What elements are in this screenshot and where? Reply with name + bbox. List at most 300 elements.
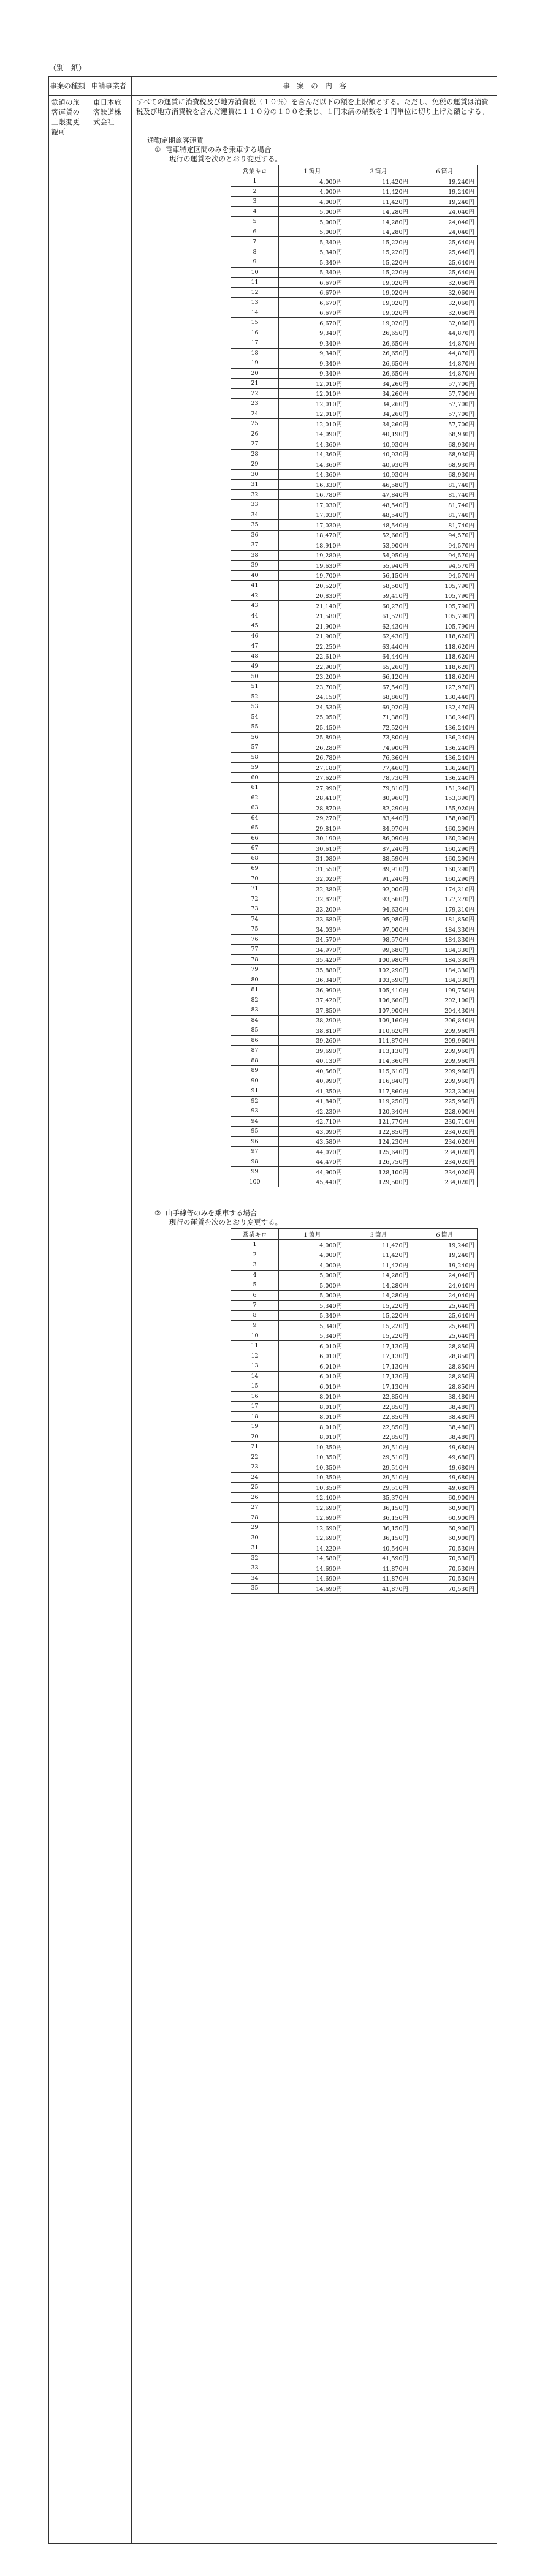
fare-cell: 234,020円 — [411, 1167, 478, 1177]
fare-cell: 40,930円 — [345, 469, 411, 480]
distance-cell: 33 — [231, 1563, 279, 1574]
fare-cell: 118,620円 — [411, 662, 478, 672]
fare-cell: 78,730円 — [345, 772, 411, 783]
table-row — [231, 388, 478, 399]
distance-cell: 89 — [231, 1066, 279, 1076]
fare-cell: 68,930円 — [411, 459, 478, 470]
table-row — [231, 419, 478, 429]
table-row — [231, 328, 478, 338]
fare-cell: 40,560円 — [279, 1066, 345, 1076]
fare-cell: 77,460円 — [345, 763, 411, 773]
distance-cell: 15 — [231, 1381, 279, 1392]
fare-cell: 49,680円 — [411, 1452, 478, 1462]
distance-cell: 23 — [231, 399, 279, 409]
fare-cell: 29,510円 — [345, 1452, 411, 1462]
table-row — [231, 631, 478, 641]
fare-cell: 12,690円 — [279, 1503, 345, 1513]
fare-cell: 160,290円 — [411, 833, 478, 844]
distance-cell: 14 — [231, 1371, 279, 1381]
table-row — [231, 176, 478, 187]
table-row — [231, 1442, 478, 1452]
distance-cell: 51 — [231, 682, 279, 692]
fare-cell: 64,440円 — [345, 651, 411, 662]
fare-cell: 14,280円 — [345, 1280, 411, 1291]
distance-cell: 49 — [231, 662, 279, 672]
fare-cell: 209,960円 — [411, 1076, 478, 1086]
fare-cell: 44,070円 — [279, 1147, 345, 1157]
fare-cell: 12,010円 — [279, 409, 345, 419]
table-row — [231, 278, 478, 288]
table-row — [231, 1543, 478, 1554]
distance-cell: 38 — [231, 550, 279, 561]
distance-cell: 65 — [231, 823, 279, 834]
fare-cell: 22,850円 — [345, 1432, 411, 1442]
distance-cell: 75 — [231, 924, 279, 935]
distance-cell: 46 — [231, 631, 279, 641]
fare-cell: 5,340円 — [279, 267, 345, 278]
distance-cell: 16 — [231, 1391, 279, 1402]
fare-cell: 34,260円 — [345, 388, 411, 399]
table-row — [231, 692, 478, 702]
table-row — [231, 874, 478, 884]
table-row — [231, 803, 478, 814]
table-row — [231, 1177, 478, 1187]
table-row — [231, 1492, 478, 1503]
fare-cell: 94,570円 — [411, 530, 478, 540]
fare-cell: 209,960円 — [411, 1066, 478, 1076]
fare-cell: 19,280円 — [279, 550, 345, 561]
distance-cell: 100 — [231, 1177, 279, 1187]
fare-cell: 32,060円 — [411, 298, 478, 308]
distance-cell: 88 — [231, 1056, 279, 1066]
table-row — [231, 793, 478, 803]
fare-cell: 234,020円 — [411, 1177, 478, 1187]
distance-cell: 24 — [231, 1472, 279, 1483]
fare-cell: 49,680円 — [411, 1483, 478, 1493]
fare-cell: 160,290円 — [411, 823, 478, 834]
fare-cell: 16,330円 — [279, 480, 345, 490]
fare-cell: 74,900円 — [345, 742, 411, 753]
distance-cell: 58 — [231, 752, 279, 763]
fare-cell: 11,420円 — [345, 186, 411, 197]
table-row — [231, 742, 478, 753]
fare-cell: 38,810円 — [279, 1025, 345, 1036]
fare-cell: 127,970円 — [411, 682, 478, 692]
table-row — [231, 924, 478, 935]
fare-cell: 87,240円 — [345, 844, 411, 854]
fare-cell: 41,870円 — [345, 1563, 411, 1574]
fare-cell: 14,360円 — [279, 449, 345, 459]
fare-cell: 14,280円 — [345, 206, 411, 217]
table-row — [231, 399, 478, 409]
fare-cell: 44,870円 — [411, 348, 478, 358]
fare-cell: 9,340円 — [279, 348, 345, 358]
distance-cell: 40 — [231, 570, 279, 581]
fare-cell: 68,930円 — [411, 429, 478, 439]
fare-cell: 4,000円 — [279, 186, 345, 197]
fare-cell: 19,700円 — [279, 570, 345, 581]
distance-cell: 18 — [231, 348, 279, 358]
fare-cell: 204,430円 — [411, 1005, 478, 1016]
table-row — [231, 206, 478, 217]
table-row — [231, 449, 478, 459]
fare-cell: 15,220円 — [345, 1310, 411, 1321]
fare-cell: 25,640円 — [411, 267, 478, 278]
distance-cell: 79 — [231, 965, 279, 975]
fare-table-1 — [231, 165, 478, 1187]
fare-cell: 111,870円 — [345, 1035, 411, 1046]
table-row — [231, 1240, 478, 1250]
fare-cell: 93,560円 — [345, 894, 411, 904]
fare-cell: 102,290円 — [345, 965, 411, 975]
table-row — [231, 904, 478, 915]
table-row — [231, 1005, 478, 1016]
fare-cell: 98,570円 — [345, 934, 411, 945]
fare-cell: 22,850円 — [345, 1411, 411, 1422]
fare-cell: 68,930円 — [411, 449, 478, 459]
fare-cell: 136,240円 — [411, 752, 478, 763]
distance-cell: 53 — [231, 702, 279, 712]
table-row — [231, 1250, 478, 1260]
fare-cell: 6,010円 — [279, 1341, 345, 1351]
distance-cell: 29 — [231, 459, 279, 470]
fare-cell: 5,000円 — [279, 206, 345, 217]
fare-cell: 41,840円 — [279, 1096, 345, 1106]
table-row — [231, 459, 478, 470]
fare-cell: 153,390円 — [411, 793, 478, 803]
fare-cell: 36,340円 — [279, 975, 345, 985]
table-row — [231, 1533, 478, 1543]
fare-cell: 128,100円 — [345, 1167, 411, 1177]
fare-cell: 5,340円 — [279, 1321, 345, 1331]
fare-cell: 14,280円 — [345, 1290, 411, 1301]
distance-cell: 32 — [231, 1553, 279, 1563]
fare-cell: 14,580円 — [279, 1553, 345, 1563]
table-row — [231, 1127, 478, 1137]
table-row — [231, 965, 478, 975]
fare-cell: 106,660円 — [345, 995, 411, 1005]
table-row — [231, 1106, 478, 1117]
table-row — [231, 1096, 478, 1106]
table-row — [231, 763, 478, 773]
fare-cell: 57,700円 — [411, 379, 478, 389]
fare-cell: 8,010円 — [279, 1391, 345, 1402]
fare-cell: 60,900円 — [411, 1523, 478, 1533]
fare-cell: 5,000円 — [279, 227, 345, 237]
distance-cell: 23 — [231, 1462, 279, 1473]
fare-table-header-row — [231, 165, 478, 176]
fare-cell: 120,340円 — [345, 1106, 411, 1117]
table-row — [231, 530, 478, 540]
fare-cell: 4,000円 — [279, 176, 345, 187]
distance-cell: 5 — [231, 217, 279, 227]
fare-cell: 4,000円 — [279, 1250, 345, 1260]
distance-cell: 27 — [231, 1503, 279, 1513]
distance-cell: 66 — [231, 833, 279, 844]
fare-cell: 18,470円 — [279, 530, 345, 540]
distance-cell: 32 — [231, 489, 279, 500]
fare-cell: 184,330円 — [411, 924, 478, 935]
fare-cell: 225,950円 — [411, 1096, 478, 1106]
fare-cell: 30,610円 — [279, 844, 345, 854]
fare-cell: 60,900円 — [411, 1492, 478, 1503]
fare-cell: 5,340円 — [279, 1331, 345, 1341]
fare-cell: 35,880円 — [279, 965, 345, 975]
distance-cell: 30 — [231, 1533, 279, 1543]
fare-cell: 19,020円 — [345, 287, 411, 298]
fare-cell: 113,130円 — [345, 1046, 411, 1056]
fare-cell: 40,130円 — [279, 1056, 345, 1066]
fare-cell: 28,850円 — [411, 1341, 478, 1351]
fare-cell: 49,680円 — [411, 1472, 478, 1483]
fare-cell: 84,970円 — [345, 823, 411, 834]
fare-cell: 29,510円 — [345, 1442, 411, 1452]
fare-cell: 86,090円 — [345, 833, 411, 844]
distance-cell: 43 — [231, 601, 279, 611]
fare-cell: 22,250円 — [279, 641, 345, 652]
fare-cell: 109,160円 — [345, 1015, 411, 1025]
fare-cell: 44,870円 — [411, 358, 478, 369]
distance-cell: 24 — [231, 409, 279, 419]
fare-cell: 31,080円 — [279, 853, 345, 864]
distance-cell: 22 — [231, 388, 279, 399]
distance-cell: 99 — [231, 1167, 279, 1177]
fare-cell: 49,680円 — [411, 1442, 478, 1452]
fare-cell: 26,280円 — [279, 742, 345, 753]
table-row — [231, 1341, 478, 1351]
distance-cell: 31 — [231, 480, 279, 490]
subsection-number: ② — [154, 1209, 161, 1217]
fare-cell: 110,620円 — [345, 1025, 411, 1036]
fare-cell: 14,220円 — [279, 1543, 345, 1554]
fare-cell: 15,220円 — [345, 1321, 411, 1331]
distance-cell: 19 — [231, 1422, 279, 1432]
fare-cell: 18,910円 — [279, 540, 345, 551]
distance-cell: 9 — [231, 1321, 279, 1331]
table-row — [231, 1025, 478, 1036]
fare-cell: 114,360円 — [345, 1056, 411, 1066]
distance-cell: 90 — [231, 1076, 279, 1086]
fare-cell: 43,090円 — [279, 1127, 345, 1137]
distance-cell: 91 — [231, 1086, 279, 1097]
distance-cell: 3 — [231, 197, 279, 207]
fare-cell: 6,670円 — [279, 298, 345, 308]
fare-cell: 52,660円 — [345, 530, 411, 540]
fare-cell: 130,440円 — [411, 692, 478, 702]
table-row — [231, 823, 478, 834]
subsection-2-heading — [154, 1209, 257, 1218]
case-applicant: 東日本旅客鉄道株式会社 — [93, 98, 121, 126]
fare-cell: 25,640円 — [411, 237, 478, 247]
fare-cell: 19,240円 — [411, 1260, 478, 1271]
table-row — [231, 641, 478, 652]
fare-cell: 48,540円 — [345, 510, 411, 520]
fare-cell: 28,850円 — [411, 1351, 478, 1361]
fare-cell: 118,620円 — [411, 651, 478, 662]
fare-cell: 23,200円 — [279, 671, 345, 682]
fare-cell: 54,950円 — [345, 550, 411, 561]
fare-cell: 181,850円 — [411, 914, 478, 924]
fare-cell: 36,150円 — [345, 1533, 411, 1543]
table-row — [231, 1035, 478, 1046]
fare-cell: 234,020円 — [411, 1127, 478, 1137]
distance-cell: 34 — [231, 1573, 279, 1584]
fare-cell: 28,410円 — [279, 793, 345, 803]
fare-cell: 14,690円 — [279, 1584, 345, 1594]
fare-cell: 26,650円 — [345, 368, 411, 379]
distance-cell: 54 — [231, 712, 279, 722]
fare-cell: 184,330円 — [411, 945, 478, 955]
distance-cell: 28 — [231, 1513, 279, 1523]
header-category: 事案の種類 — [50, 81, 85, 90]
table-row — [231, 914, 478, 924]
fare-cell: 15,220円 — [345, 237, 411, 247]
fare-cell: 122,850円 — [345, 1127, 411, 1137]
fare-cell: 40,930円 — [345, 439, 411, 450]
fare-cell: 25,640円 — [411, 1331, 478, 1341]
fare-cell: 44,870円 — [411, 338, 478, 349]
fare-cell: 9,340円 — [279, 368, 345, 379]
distance-cell: 14 — [231, 308, 279, 318]
fare-cell: 184,330円 — [411, 934, 478, 945]
fare-cell: 22,850円 — [345, 1422, 411, 1432]
fare-cell: 17,130円 — [345, 1361, 411, 1372]
fare-cell: 160,290円 — [411, 853, 478, 864]
fare-cell: 26,650円 — [345, 358, 411, 369]
fare-cell: 83,440円 — [345, 813, 411, 823]
fare-cell: 44,870円 — [411, 368, 478, 379]
table-row — [231, 1483, 478, 1493]
distance-cell: 25 — [231, 419, 279, 429]
fare-cell: 17,130円 — [345, 1341, 411, 1351]
fare-cell: 68,930円 — [411, 439, 478, 450]
fare-cell: 209,960円 — [411, 1056, 478, 1066]
fare-cell: 19,240円 — [411, 1250, 478, 1260]
fare-cell: 70,530円 — [411, 1553, 478, 1563]
distance-cell: 1 — [231, 1240, 279, 1250]
fare-cell: 32,020円 — [279, 874, 345, 884]
fare-cell: 60,900円 — [411, 1533, 478, 1543]
distance-cell: 52 — [231, 692, 279, 702]
fare-cell: 15,220円 — [345, 1301, 411, 1311]
fare-cell: 17,030円 — [279, 510, 345, 520]
fare-cell: 41,870円 — [345, 1584, 411, 1594]
fare-cell: 24,150円 — [279, 692, 345, 702]
distance-cell: 82 — [231, 995, 279, 1005]
section-title: 通勤定期旅客運賃 — [147, 136, 204, 145]
distance-cell: 48 — [231, 651, 279, 662]
distance-cell: 97 — [231, 1147, 279, 1157]
subsection-number: ① — [154, 145, 161, 154]
fare-cell: 36,990円 — [279, 985, 345, 995]
fare-cell: 12,010円 — [279, 388, 345, 399]
fare-cell: 160,290円 — [411, 864, 478, 874]
distance-cell: 78 — [231, 954, 279, 965]
fare-cell: 28,850円 — [411, 1381, 478, 1392]
fare-cell: 5,000円 — [279, 1280, 345, 1291]
fare-cell: 35,420円 — [279, 954, 345, 965]
distance-cell: 34 — [231, 510, 279, 520]
fare-cell: 19,020円 — [345, 298, 411, 308]
fare-cell: 15,220円 — [345, 1331, 411, 1341]
distance-cell: 60 — [231, 772, 279, 783]
distance-cell: 96 — [231, 1136, 279, 1147]
fare-cell: 29,810円 — [279, 823, 345, 834]
table-row — [231, 682, 478, 692]
fare-cell: 59,410円 — [345, 591, 411, 601]
column-header: ３箇月 — [345, 1229, 411, 1240]
fare-cell: 24,040円 — [411, 1290, 478, 1301]
fare-cell: 73,800円 — [345, 732, 411, 742]
fare-cell: 43,580円 — [279, 1136, 345, 1147]
table-row — [231, 1147, 478, 1157]
table-row — [231, 500, 478, 510]
fare-cell: 70,530円 — [411, 1573, 478, 1584]
fare-cell: 5,340円 — [279, 1310, 345, 1321]
fare-cell: 115,610円 — [345, 1066, 411, 1076]
fare-cell: 66,120円 — [345, 671, 411, 682]
fare-cell: 125,640円 — [345, 1147, 411, 1157]
table-row — [231, 1391, 478, 1402]
fare-cell: 88,590円 — [345, 853, 411, 864]
table-row — [231, 844, 478, 854]
fare-cell: 17,130円 — [345, 1351, 411, 1361]
fare-cell: 4,000円 — [279, 197, 345, 207]
fare-cell: 22,610円 — [279, 651, 345, 662]
fare-cell: 116,840円 — [345, 1076, 411, 1086]
fare-cell: 8,010円 — [279, 1411, 345, 1422]
table-row — [231, 1523, 478, 1533]
distance-cell: 6 — [231, 1290, 279, 1301]
table-row — [231, 853, 478, 864]
fare-cell: 14,690円 — [279, 1573, 345, 1584]
fare-cell: 57,700円 — [411, 419, 478, 429]
fare-cell: 12,010円 — [279, 379, 345, 389]
fare-cell: 44,900円 — [279, 1167, 345, 1177]
case-intro: すべての運賃に消費税及び地方消費税（１０％）を含んだ以下の額を上限額とする。ただし、免税の運賃は消費税及び地方消費税を含んだ運賃に１１０分の１００を乗じ、１円未満の端数を１円単位に切り上げた額とする。 — [136, 97, 489, 116]
fare-cell: 38,480円 — [411, 1391, 478, 1402]
fare-cell: 20,520円 — [279, 581, 345, 591]
fare-cell: 57,700円 — [411, 409, 478, 419]
fare-cell: 14,360円 — [279, 459, 345, 470]
table-row — [231, 995, 478, 1005]
fare-cell: 47,840円 — [345, 489, 411, 500]
table-row — [231, 1056, 478, 1066]
distance-cell: 41 — [231, 581, 279, 591]
fare-cell: 4,000円 — [279, 1260, 345, 1271]
fare-cell: 28,850円 — [411, 1371, 478, 1381]
fare-cell: 19,240円 — [411, 186, 478, 197]
fare-cell: 6,010円 — [279, 1381, 345, 1392]
fare-cell: 37,420円 — [279, 995, 345, 1005]
fare-cell: 14,280円 — [345, 227, 411, 237]
fare-cell: 21,900円 — [279, 631, 345, 641]
fare-cell: 22,850円 — [345, 1391, 411, 1402]
distance-cell: 74 — [231, 914, 279, 924]
table-row — [231, 520, 478, 531]
table-row — [231, 884, 478, 894]
fare-cell: 34,260円 — [345, 419, 411, 429]
fare-cell: 34,260円 — [345, 379, 411, 389]
fare-cell: 94,570円 — [411, 550, 478, 561]
fare-cell: 184,330円 — [411, 954, 478, 965]
table-row — [231, 975, 478, 985]
fare-cell: 5,000円 — [279, 1270, 345, 1280]
table-row — [231, 480, 478, 490]
fare-cell: 12,010円 — [279, 399, 345, 409]
fare-cell: 15,220円 — [345, 257, 411, 268]
fare-cell: 41,870円 — [345, 1573, 411, 1584]
